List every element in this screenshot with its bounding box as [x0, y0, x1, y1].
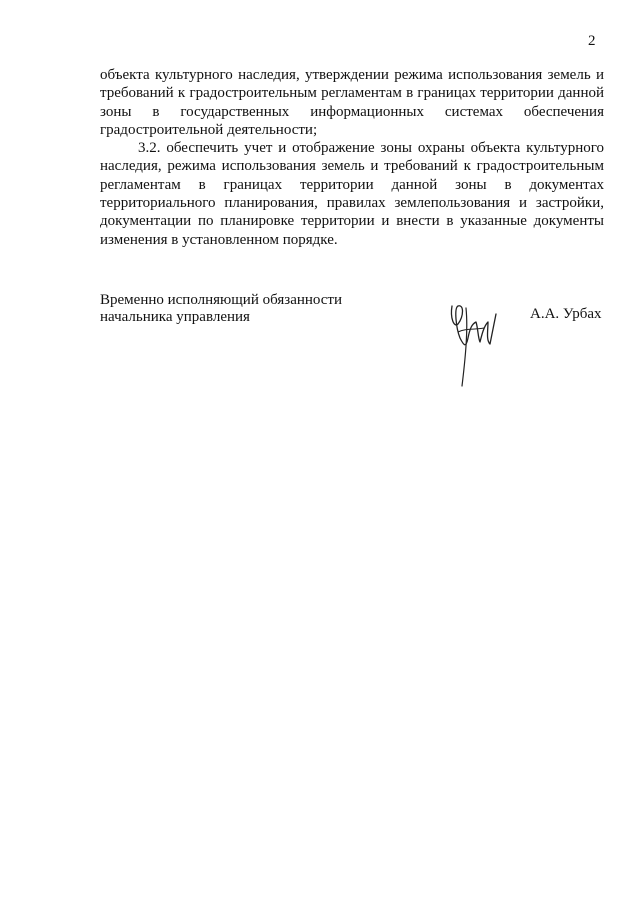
page-number: 2: [588, 33, 596, 49]
signatory-position-line1: Временно исполняющий обязанности: [100, 292, 343, 308]
signatory-position: [100, 292, 342, 326]
signatory-position-line2: начальника управления: [100, 309, 250, 325]
paragraph-item-3-2: 3.2. обеспечить учет и отображение зоны охраны объекта культурного наследия, режима использования земель и требований к градостроительным регламентам в границах территории данной зоны в документах территориального планирования, правилах землепользования и застройки, документации по планировке территории и внести в указанные документы изменения в установленном порядке.: [100, 140, 604, 248]
signatory-name: А.А. Урбах: [530, 306, 602, 322]
handwritten-signature-icon: [444, 298, 502, 390]
paragraph-continuation: объекта культурного наследия, утверждении режима использования земель и требований к градостроительным регламентам в границах территории данной зоны в государственных информационных системах обеспечения градостроительной деятельности;: [100, 67, 604, 138]
document-body: [100, 66, 604, 249]
